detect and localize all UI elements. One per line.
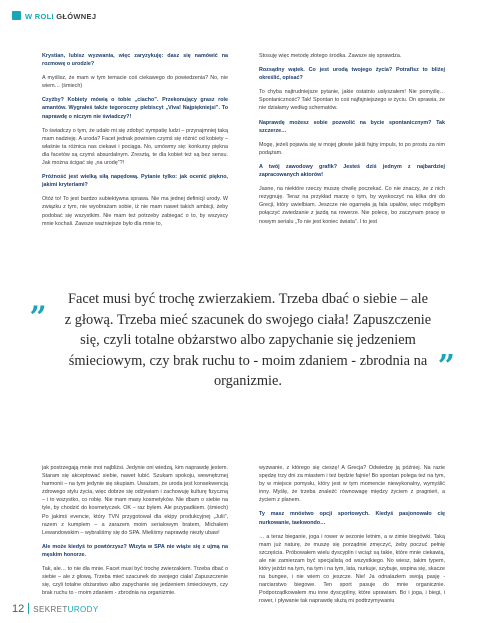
- interview-question: Naprawdę możesz sobie pozwolić na bycie spontanicznym? Tak szczerze…: [259, 119, 445, 134]
- interview-answer: Otóż to! To jest bardzo subiektywna sprawa. Nie ma jednej definicji urody. W związku z tym, nie wyobrażam sobie, iż nie mam nawet takich ambicji, żeby podobać się wszystkim. Nie mam też potrzeby zabiegać o to, by wszyscy mnie kochali. Zawsze ważniejsze było dla mnie to,: [42, 196, 228, 227]
- interview-question: Krystian, lubisz wyzwania, więc zaryzykuję: dasz się namówić na rozmowę o urodzie?: [42, 53, 228, 68]
- interview-question: Próżność jest wielką siłą napędową. Pytanie tylko: jak ocenić piękno, jakimi kryteriami?: [42, 174, 228, 189]
- section-header: [12, 11, 96, 21]
- column-left-bottom: [42, 464, 228, 603]
- section-square-icon: [12, 11, 21, 20]
- closing-quote-icon: ”: [437, 349, 455, 384]
- column-right-bottom: [259, 464, 445, 612]
- section-title-rest: GŁÓWNEJ: [53, 12, 97, 21]
- interview-answer: … a teraz bieganie, joga i rower w sezonie letnim, a w zimie biegówki. Taką mam już naturę, że muszę się porządnie zmęczyć, żeby poczuć pełnię szczęścia. Próbowałem wielu dyscyplin i wciąż są takie, które mnie ciekawią, ale nie zamierzam być specjalistą od wszystkiego. No wiesz, takim typem, który jeździ na tym, na tym i na tym, lata, nurkuje, szybuje, wspina się, skacze na bungee, i nie wiem co jeszcze. Nie! Ja odnalazłem swoją pasję - narciarstwo biegowe. Ten sport pasuje do mnie organicznie. Podporządkowałem mu inne dyscypliny, które uprawiam. Bo i joga, i biegi, i rower, i pływanie tak naprawdę służą mi podtrzymywaniu: [259, 533, 445, 605]
- opening-quote-icon: „: [30, 283, 48, 318]
- interview-answer: To chyba najtrudniejsze pytanie, jakie ostatnio usłyszałem! Nie pomyślę… Spontaniczność? Tak! Spontan to coś najfajniejszego w życiu. On sprawia, że nie działamy według schematów.: [259, 89, 445, 112]
- interview-answer: A myślisz, że mam w tym temacie coś ciekawego do powiedzenia? No, nie wiem… (śmiech): [42, 75, 228, 90]
- magazine-name-part1: SEKRET: [33, 605, 68, 614]
- interview-question: Czyżby? Kobiety mówią o tobie „ciacho”. Przekonujący grasz role amantów. Wygrałeś także tegoroczny plebiscyt „Viva! Najpiękniejsi”. To naprawdę o niczym nie świadczy?!: [42, 97, 228, 120]
- interview-question: A twój zawodowy grafik? Jesteś dziś jednym z najbardziej zapracowanych aktorów!: [259, 163, 445, 179]
- interview-answer: Tak, ale… to nie dla mnie. Facet musi być trochę zwierzakiem. Trzeba dbać o siebie – ale z głową. Trzeba mieć szacunek do swojego ciała! Zapuszczenie się, czyli totalne obżarstwo albo zapychanie się jedzeniem śmieciowym, czy brak ruchu to - moim zdaniem - zbrodnia na organizmie.: [42, 566, 228, 597]
- interview-answer: wyzwanie, z którego się cieszę! A Grecja? Odwiedzę ją później. Na razie spędzę trzy dni za miastem i też będzie fajnie! Bo spontan polega też na tym, by w miejsce pomysłu, który jest w tym momencie niewykonalny, wymyślić inny. Myślę, że trzeba znaleźć równowagę między życiem z pragnień, a życiem z planem.: [259, 465, 445, 504]
- interview-answer: Stosuję więc metodę złotego środka. Zawsze się sprawdza.: [259, 53, 402, 59]
- interview-answer: jak postrzegają mnie moi najbliżsi. Jedynie oni wiedzą, kim naprawdę jestem. Staram się akceptować siebie, nawet lubić. Szukam spokoju, wewnętrznej harmonii – na tym jedynie się skupiam. Uważam, że uroda jest konsekwencją zdrowego stylu życia, więc dobrze się odżywiam i zachowuję kulturę fizyczną – i to wszystko, co robię. Nie mam masy kosmetyków. Nie dbam o siebie na tyle, by chodzić do kosmetyczek. OK – raz byłem. Ale przypadkiem. (śmiech) Po jakimś evencie, który TVN przygotował dla ekipy produkcyjnej „Julii”, razem z kumplem – a zarazem moim serialowym bratem, Michałem Lewandowskim – wybraliśmy się do SPA. Mieliśmy naprawdę niezły ubaw!: [42, 465, 228, 536]
- column-right-top: [259, 52, 445, 232]
- column-left-top: [42, 52, 228, 234]
- page-number: 12: [12, 603, 25, 615]
- footer-divider: [28, 603, 29, 614]
- interview-question: Ale może kiedyś to powtórzysz? Wizyta w SPA nie wiąże się z ujmą na męskim honorze.: [42, 543, 228, 558]
- interview-question: Ty masz mnóstwo opcji sportowych. Kiedyś pasjonowało cię nurkowanie, taekwondo…: [259, 511, 445, 526]
- pull-quote: [30, 283, 455, 389]
- interview-answer: Jasne, na niektóre rzeczy muszę chwilę poczekać. Co nie znaczy, że z nich rezygnuję. Teraz na przykład marzę o tym, by wyskoczyć na kilka dni do Grecji, który uwielbiam. Jeszcze nie ogarnęła ją fala upałów, więc mógłbym połączyć zwiedzanie z jazdą na rowerze. Nie polecę, bo zaczynam pracę w nowym serialu „To nie jest koniec świata”. I to jest: [259, 186, 445, 225]
- section-title-first: W ROLI: [25, 12, 54, 21]
- page-footer: [12, 603, 99, 615]
- pull-quote-text: Facet musi być trochę zwierzakiem. Trzeba dbać o siebie – ale z głową. Trzeba mieć szacunek do swojego ciała! Zapuszczenie się, czyli totalne obżarstwo albo zapychanie się jedzeniem śmieciowym, czy brak ruchu to - moim zdaniem - zbrodnia na organizmie.: [64, 291, 432, 389]
- interview-answer: Mogę, jeżeli pojawia się w mojej głowie jakiś fajny impuls, to po prostu za nim podążam.: [259, 141, 445, 156]
- interview-answer: To świadczy o tym, że udało mi się zdobyć sympatię ludzi – przynajmniej taką mam nadzieję. A uroda? Facet jednak powinien czymś się różnić od kobiety – właśnie ta różnica nas ciekawi i pociąga. No, umówmy się: konkursy piękna dla facetów są czymś absurdalnym. Zresztą, te dla kobiet też są bez sensu. Jak można ścigać się „na urodę”?!: [42, 127, 228, 167]
- magazine-name-part2: URODY: [67, 605, 99, 614]
- interview-question: Rozsądny wątek. Co jest urodą twojego życia? Potrafisz to bliżej określić, opisać?: [259, 67, 445, 82]
